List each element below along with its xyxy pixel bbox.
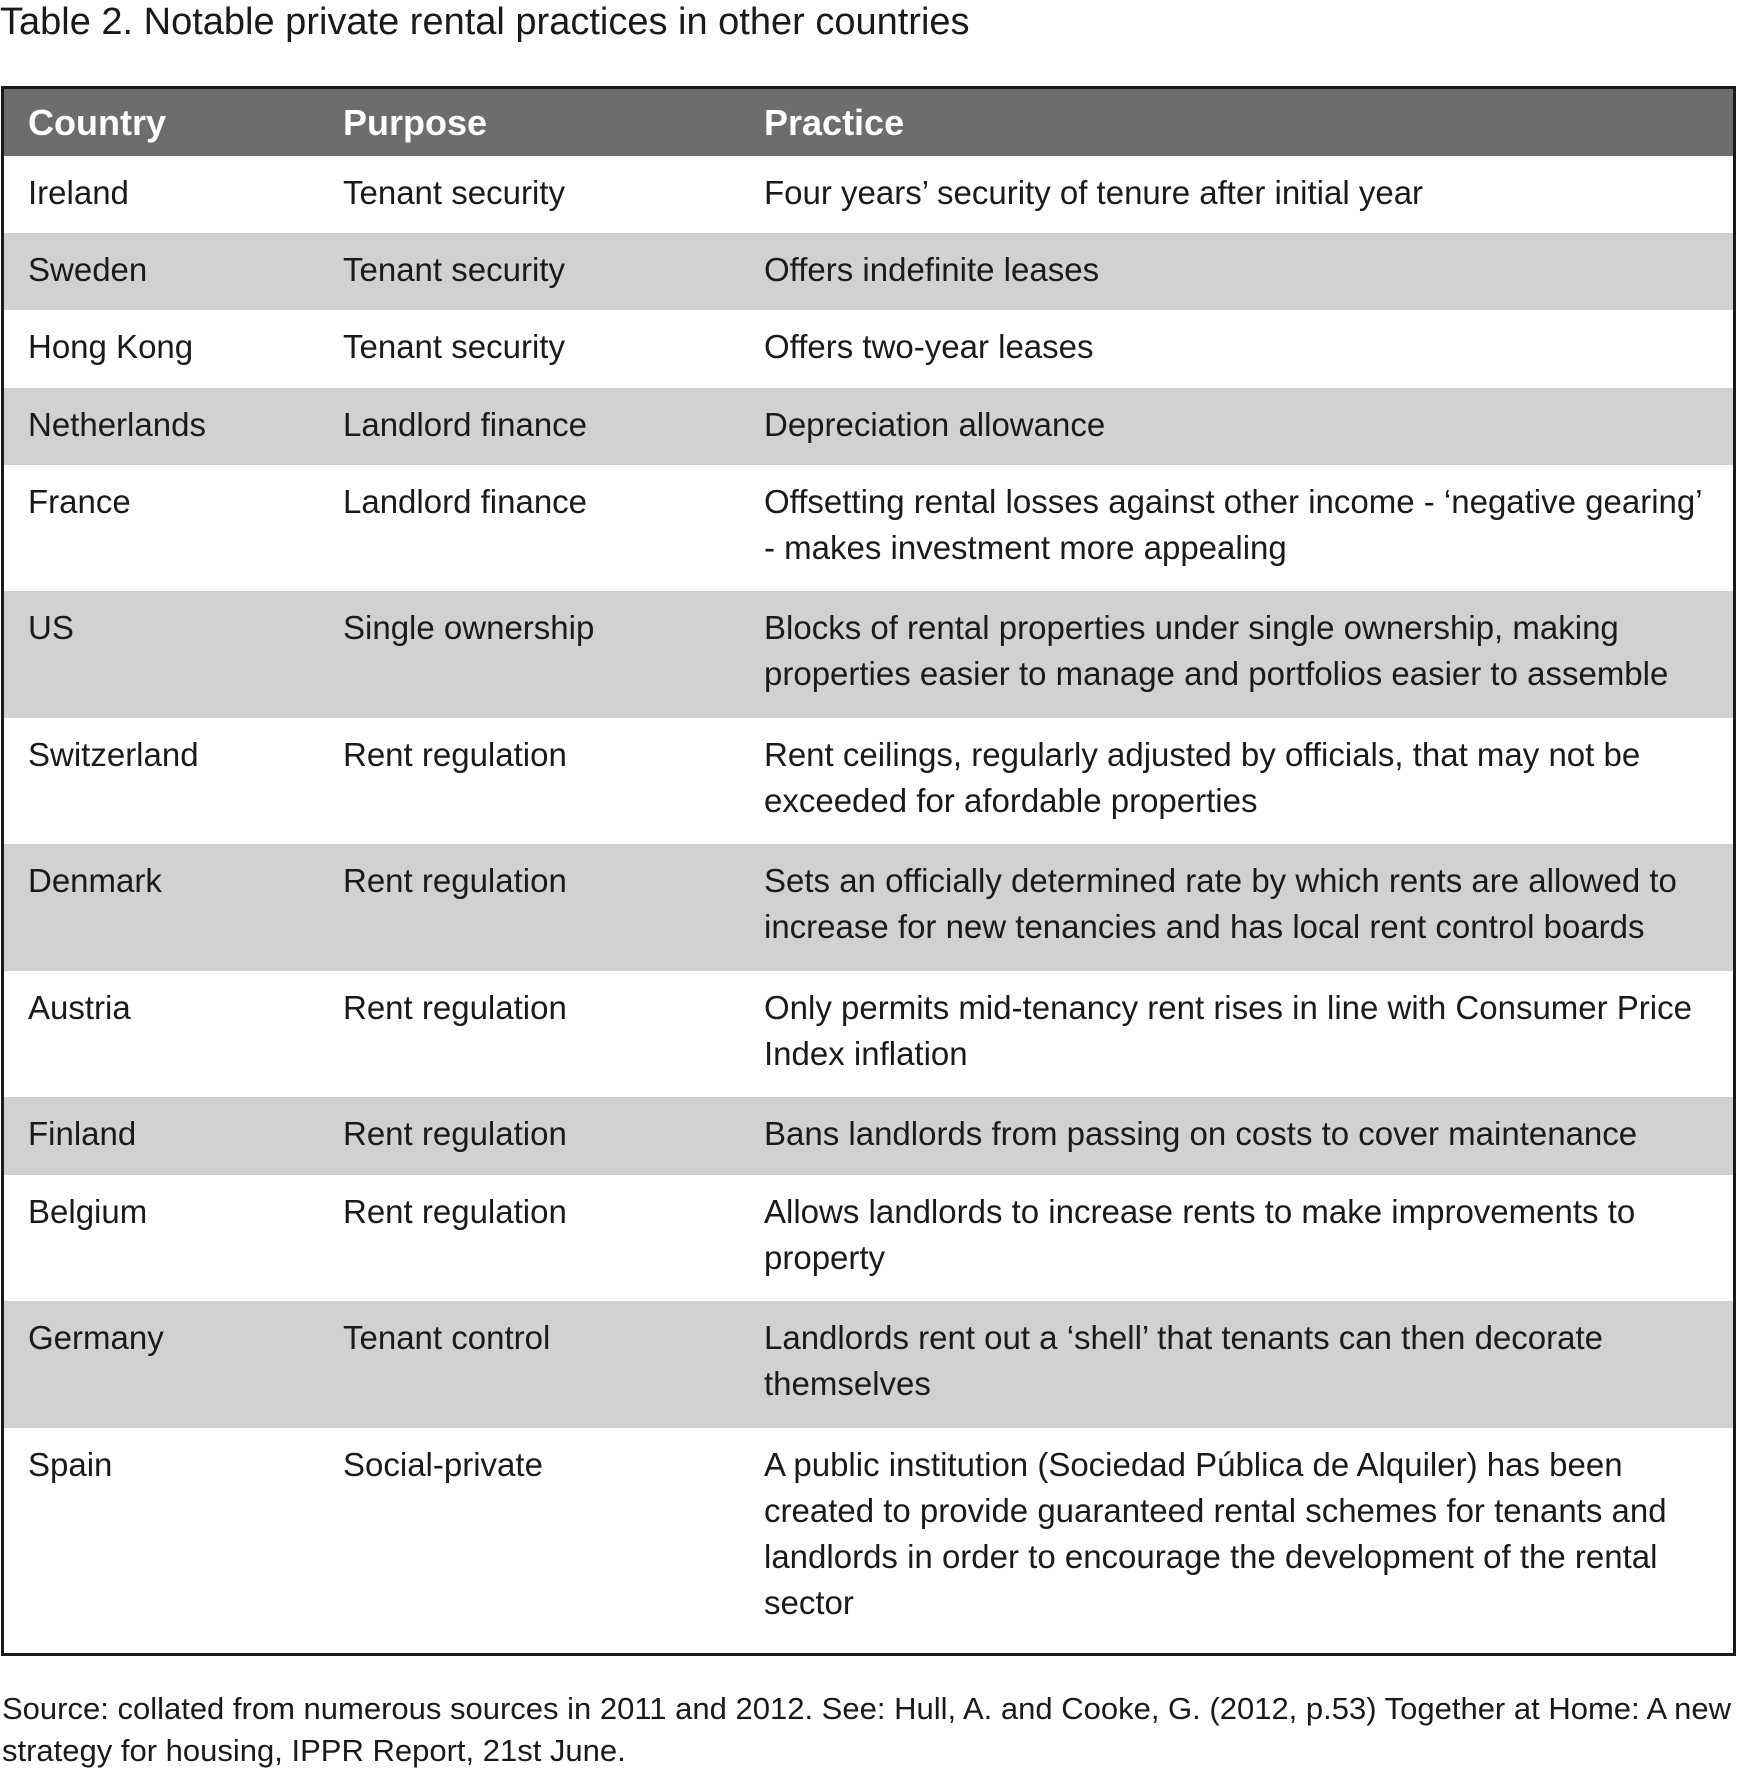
purpose-cell: Tenant control [343,1319,551,1357]
country-cell: US [28,609,74,647]
table-row [4,1428,1733,1653]
column-header-practice: Practice [764,101,905,143]
practice-cell: Offsetting rental losses against other income - ‘negative gearing’ - makes investment more appealing [764,482,1702,566]
column-header-purpose: Purpose [343,101,488,143]
country-cell: Ireland [28,174,129,211]
purpose-cell: Rent regulation [343,862,567,900]
table-row [4,465,1733,592]
practice-cell: Offers two-year leases [764,328,1094,366]
practice-cell: Rent ceilings, regularly adjusted by officials, that may not be exceeded for afordable properties [764,735,1641,819]
table-row [4,718,1733,845]
table-header-row [4,89,1733,156]
table-title: Table 2. Notable private rental practices in other countries [0,1,970,43]
country-cell: Switzerland [28,735,199,773]
country-cell: Austria [28,988,131,1026]
practice-cell: Sets an officially determined rate by which rents are allowed to increase for new tenancies and has local rent control boards [764,862,1677,946]
practice-cell: Depreciation allowance [764,405,1106,443]
practice-cell: Only permits mid-tenancy rent rises in line with Consumer Price Index inflation [764,988,1692,1072]
country-cell: Denmark [28,862,162,900]
table-row [4,971,1733,1098]
purpose-cell: Tenant security [343,174,565,211]
purpose-cell: Rent regulation [343,735,567,773]
column-header-country: Country [28,101,166,143]
source-note: Source: collated from numerous sources in 2011 and 2012. See: Hull, A. and Cooke, G. (2012, p.53) Together at Home: A new strategy for housing, IPPR Report, 21st June. [2,1691,1731,1768]
country-cell: Hong Kong [28,328,194,366]
practice-cell: Blocks of rental properties under single ownership, making properties easier to manage and portfolios easier to assemble [764,609,1669,693]
table-row [4,1175,1733,1302]
purpose-cell: Social-private [343,1445,543,1483]
country-cell: Belgium [28,1192,148,1230]
purpose-cell: Tenant security [343,251,565,289]
table-row [4,310,1733,387]
table-row [4,844,1733,971]
purpose-cell: Landlord finance [343,482,588,520]
table-row [4,1301,1733,1428]
practice-cell: Four years’ security of tenure after initial year [764,174,1424,211]
purpose-cell: Tenant security [343,328,565,366]
purpose-cell: Landlord finance [343,405,588,443]
practices-table [1,86,1736,1656]
practice-cell: Bans landlords from passing on costs to cover maintenance [764,1115,1638,1153]
purpose-cell: Rent regulation [343,1115,567,1153]
table-row [4,156,1733,233]
table-row [4,591,1733,718]
country-cell: Finland [28,1115,137,1153]
practice-cell: Landlords rent out a ‘shell’ that tenants can then decorate themselves [764,1319,1604,1403]
country-cell: Spain [28,1445,113,1483]
table-row [4,1097,1733,1174]
table-row [4,233,1733,310]
country-cell: France [28,482,131,520]
country-cell: Germany [28,1319,164,1357]
practice-cell: A public institution (Sociedad Pública de Alquiler) has been created to provide guaranteed rental schemes for tenants and landlords in order to encourage the development of the rental sector [764,1445,1667,1621]
table-row [4,388,1733,465]
purpose-cell: Rent regulation [343,988,567,1026]
purpose-cell: Rent regulation [343,1192,567,1230]
practice-cell: Allows landlords to increase rents to make improvements to property [764,1192,1636,1276]
purpose-cell: Single ownership [343,609,595,647]
practice-cell: Offers indefinite leases [764,251,1100,289]
country-cell: Sweden [28,251,148,289]
country-cell: Netherlands [28,405,206,443]
